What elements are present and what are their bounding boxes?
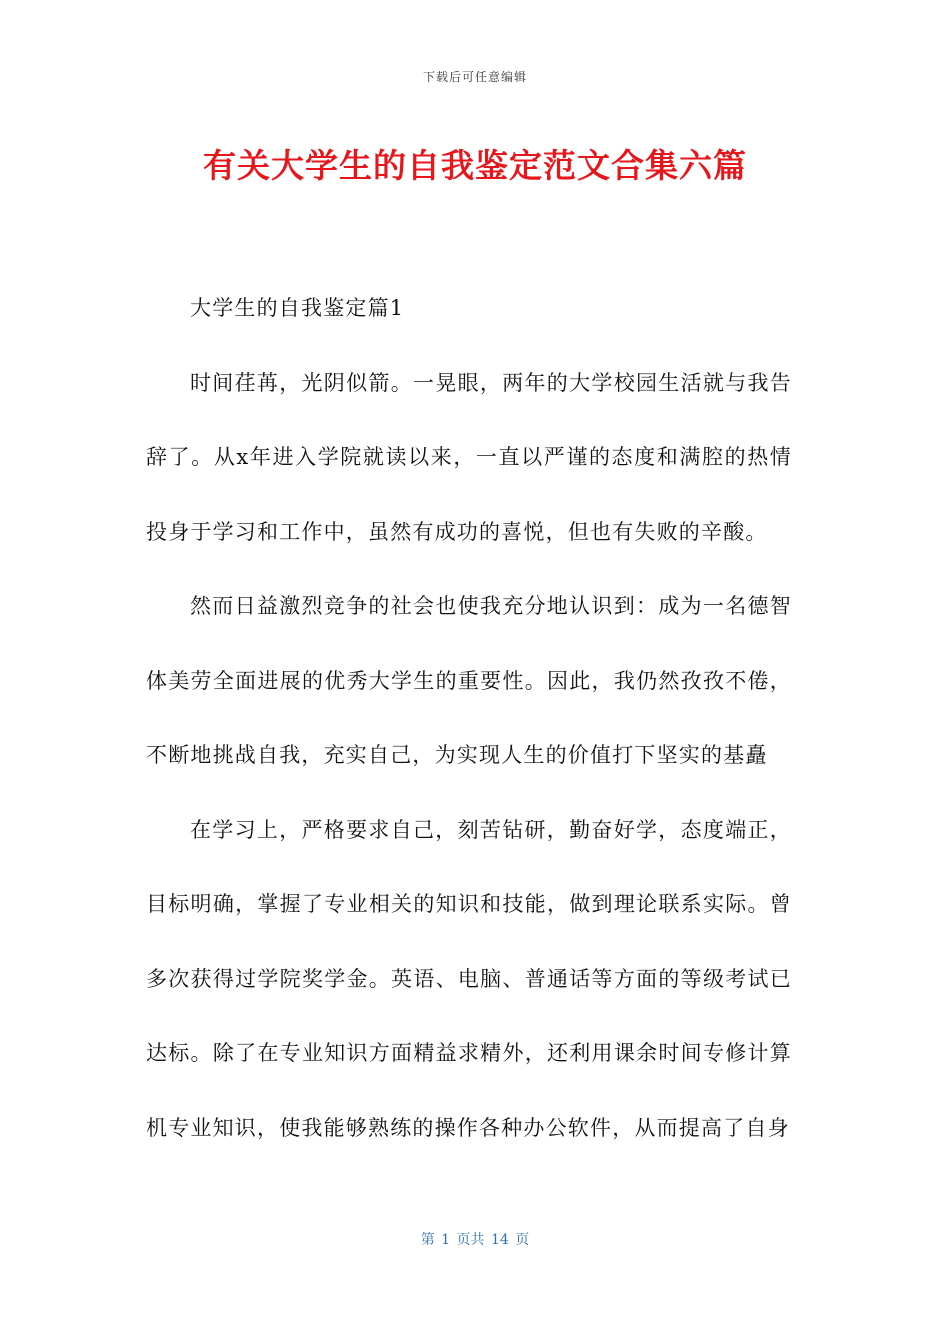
page-footer	[0, 1229, 950, 1249]
paragraph-2: 然而日益激烈竞争的社会也使我充分地认识到：成为一名德智体美劳全面进展的优秀大学生的重要性。因此，我仍然孜孜不倦，不断地挑战自我，充实自己，为实现人生的价值打下坚实的基矗	[146, 594, 792, 767]
page-label-prefix: 第	[420, 1232, 435, 1248]
section-heading: 大学生的自我鉴定篇1	[190, 296, 405, 320]
page-label-suffix: 页	[515, 1232, 530, 1248]
paragraph-3: 在学习上，严格要求自己，刻苦钻研，勤奋好学，态度端正，目标明确，掌握了专业相关的知识和技能，做到理论联系实际。曾多次获得过学院奖学金。英语、电脑、普通话等方面的等级考试已达标。除了在专业知识方面精益求精外，还利用课余时间专修计算机专业知识，使我能够熟练的操作各种办公软件，从而提高了自身	[146, 817, 792, 1140]
page-number: 1	[441, 1232, 451, 1248]
total-pages: 14	[491, 1232, 509, 1248]
document-title: 有关大学生的自我鉴定范文合集六篇	[203, 146, 747, 185]
page-label-middle: 页共	[456, 1232, 485, 1248]
header-note: 下载后可任意编辑	[422, 70, 527, 84]
paragraph-1: 时间荏苒，光阴似箭。一晃眼，两年的大学校园生活就与我告辞了。从x年进入学院就读以来，一直以严谨的态度和满腔的热情投身于学习和工作中，虽然有成功的喜悦，但也有失败的辛酸。	[146, 370, 792, 544]
document-body	[146, 271, 792, 1165]
